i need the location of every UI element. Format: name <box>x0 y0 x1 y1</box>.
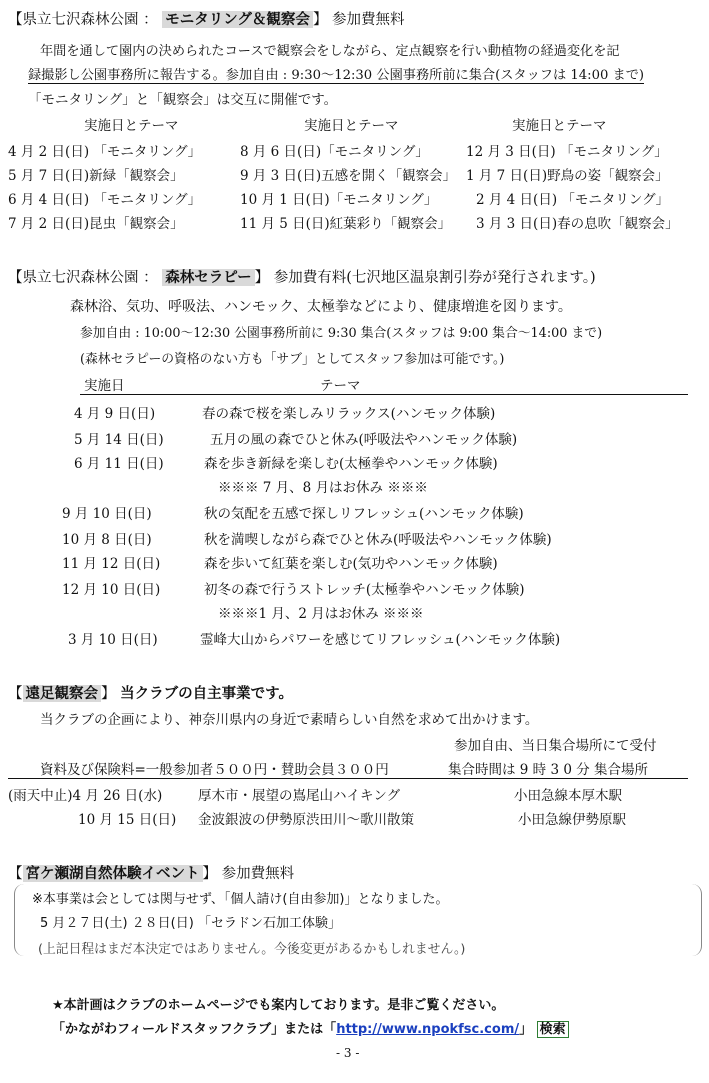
therapy-theme: 森を歩き新緑を楽しむ(太極拳やハンモック体験) <box>204 456 498 472</box>
section4-fee: 参加費無料 <box>221 866 295 882</box>
section2-header-rule <box>80 394 688 395</box>
schedule-cell: 12 月 3 日(日) 「モニタリング」 <box>466 144 668 160</box>
therapy-break: ※※※ 7 月、8 月はお休み ※※※ <box>218 480 428 496</box>
section2-info: 参加自由 : 10:00～12:30 公園事務所前に 9:30 集合(スタッフは 9:00 集合～14:00 まで) <box>80 326 603 341</box>
trip-date: (雨天中止)4 月 26 日(水) <box>8 788 163 804</box>
section3-fee: 資料及び保険料=一般参加者５００円・賛助会員３００円 <box>40 762 389 778</box>
section3-desc: 当クラブの企画により、神奈川県内の身近で素晴らしい自然を求めて出かけます。 <box>40 712 539 728</box>
section4-heading <box>8 862 294 883</box>
therapy-theme: 秋を満喫しながら森でひと休み(呼吸法やハンモック体験) <box>204 532 552 548</box>
section2-heading <box>8 266 596 287</box>
schedule-cell: 2 月 4 日(日) 「モニタリング」 <box>476 192 670 208</box>
schedule-cell: 6 月 4 日(日) 「モニタリング」 <box>8 192 202 208</box>
trip-route: 金波銀波の伊勢原渋田川～歌川散策 <box>198 812 414 828</box>
therapy-date: 9 月 10 日(日) <box>62 506 152 522</box>
section2-desc: 森林浴、気功、呼吸法、ハンモック、太極拳などにより、健康増進を図ります。 <box>70 299 572 315</box>
section1-desc-line1: 年間を通して園内の決められたコースで観察会をしながら、定点観察を行い動植物の経過変化を記 <box>40 44 620 59</box>
therapy-theme: 初冬の森で行うストレッチ(太極拳やハンモック体験) <box>204 582 525 598</box>
therapy-theme: 春の森で桜を楽しみリラックス(ハンモック体験) <box>202 406 496 422</box>
homepage-link[interactable]: http://www.npokfsc.com/ <box>336 1022 520 1037</box>
schedule-cell: 5 月 7 日(日)新緑「観察会」 <box>8 168 184 184</box>
section3-heading <box>8 682 293 703</box>
therapy-date: 5 月 14 日(日) <box>74 432 164 448</box>
section2-fee: 参加費有料(七沢地区温泉割引券が発行されます。) <box>273 270 596 286</box>
page-number: - 3 - <box>336 1046 360 1060</box>
footer-line1: ★本計画はクラブのホームページでも案内しております。是非ご覧ください。 <box>52 998 505 1013</box>
therapy-date: 6 月 11 日(日) <box>74 456 164 472</box>
section1-note: 「モニタリング」と「観察会」は交互に開催です。 <box>28 92 338 108</box>
section1-prefix: 県立七沢森林公園 ： <box>22 12 158 28</box>
trip-place: 小田急線伊勢原駅 <box>518 812 626 828</box>
schedule-cell: 7 月 2 日(日)昆虫「観察会」 <box>8 216 184 232</box>
therapy-date: 12 月 10 日(日) <box>62 582 161 598</box>
section3-time: 集合時間は 9 時 3 0 分 集合場所 <box>448 762 649 778</box>
therapy-date: 3 月 10 日(日) <box>68 632 158 648</box>
footer-prefix: 「かながわフィールドスタッフクラブ」または「 <box>52 1022 337 1037</box>
therapy-theme: 五月の風の森でひと休み(呼吸法やハンモック体験) <box>210 432 518 448</box>
therapy-theme: 霊峰大山からパワーを感じてリフレッシュ(ハンモック体験) <box>200 632 561 648</box>
footer-line2 <box>52 1018 569 1037</box>
section3-rule <box>8 778 688 779</box>
therapy-date: 10 月 8 日(日) <box>62 532 152 548</box>
section2-head-theme: テーマ <box>320 378 361 394</box>
section1-desc-line2-text: 録撮影し公園事務所に報告する。参加自由 : 9:30～12:30 公園事務所前に集合(スタッフは 14:00 まで) <box>28 68 645 83</box>
section1-col-header-3: 実施日とテーマ <box>512 118 607 134</box>
section1-col-header-1: 実施日とテーマ <box>84 118 179 134</box>
section2-bracket-open: 【 <box>8 270 23 286</box>
therapy-theme: 森を歩いて紅葉を楽しむ(気功やハンモック体験) <box>204 556 498 572</box>
section4-bracket-close: 】 <box>202 866 217 882</box>
section4-date: 5 月２７日(土) ２８日(日) 「セラドン石加工体験」 <box>40 916 341 931</box>
trip-route: 厚木市・展望の嶌尾山ハイキング <box>198 788 401 804</box>
schedule-cell: 11 月 5 日(日)紅葉彩り「観察会」 <box>240 216 452 232</box>
section1-bracket-open: 【 <box>8 12 23 28</box>
footer-suffix: 」 <box>519 1022 533 1037</box>
search-button[interactable]: 検索 <box>537 1021 569 1038</box>
section3-title: 遠足観察会 <box>23 685 102 702</box>
trip-date: 10 月 15 日(日) <box>78 812 177 828</box>
schedule-cell: 4 月 2 日(日) 「モニタリング」 <box>8 144 202 160</box>
section2-bracket-close: 】 <box>254 270 270 286</box>
section3-bracket-close: 】 <box>101 686 116 702</box>
section3-subtitle: 当クラブの自主事業です。 <box>120 685 293 702</box>
schedule-cell: 9 月 3 日(日)五感を開く「観察会」 <box>240 168 457 184</box>
section4-note2: (上記日程はまだ本決定ではありません。今後変更があるかもしれません。) <box>38 942 466 957</box>
section2-title: 森林セラピー <box>162 269 254 286</box>
therapy-break: ※※※1 月、2 月はお休み ※※※ <box>218 606 424 622</box>
section3-bracket-open: 【 <box>8 686 23 702</box>
trip-place: 小田急線本厚木駅 <box>514 788 622 804</box>
schedule-cell: 8 月 6 日(日)「モニタリング」 <box>240 144 429 160</box>
therapy-date: 11 月 12 日(日) <box>62 556 161 572</box>
section1-fee: 参加費無料 <box>332 12 405 28</box>
section2-info2: (森林セラピーの資格のない方も「サブ」としてスタッフ参加は可能です。) <box>80 352 505 367</box>
schedule-cell: 10 月 1 日(日)「モニタリング」 <box>240 192 438 208</box>
section4-bracket-open: 【 <box>8 866 23 882</box>
therapy-date: 4 月 9 日(日) <box>74 406 156 422</box>
section2-prefix: 県立七沢森林公園 ： <box>22 270 158 286</box>
therapy-theme: 秋の気配を五感で探しリフレッシュ(ハンモック体験) <box>204 506 524 522</box>
section4-note: ※本事業は会としては関与せず、「個人請け(自由参加)」となりました。 <box>32 892 449 907</box>
schedule-cell: 1 月 7 日(日)野鳥の姿「観察会」 <box>466 168 669 184</box>
section1-desc-line2 <box>28 64 644 83</box>
section3-info-right: 参加自由、当日集合場所にて受付 <box>454 738 657 754</box>
section1-bracket-close: 】 <box>312 12 328 28</box>
section1-col-header-2: 実施日とテーマ <box>304 118 399 134</box>
section1-heading <box>8 8 405 29</box>
section4-title: 宮ケ瀬湖自然体験イベント <box>23 865 203 882</box>
section1-title: モニタリング＆観察会 <box>162 11 313 28</box>
schedule-cell: 3 月 3 日(日)春の息吹「観察会」 <box>476 216 679 232</box>
section2-head-date: 実施日 <box>84 378 125 394</box>
